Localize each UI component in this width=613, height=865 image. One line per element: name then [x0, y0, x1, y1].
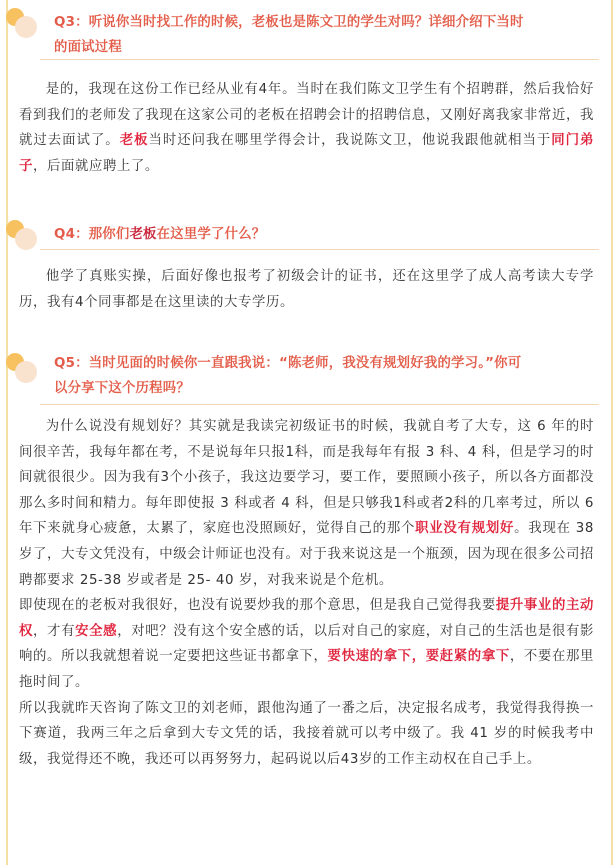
- answer-5-paragraph-2: 即使现在的老板对我很好，也没有说要炒我的那个意思，但是我自己觉得我要提升事业的主动权，才有安全感，对吧？没有这个安全感的话，以后对自己的家庭，对自己的生活也是很有影响的。所以我就想着说一定要把这些证书都拿下，要快速的拿下，要赶紧的拿下，不要在那里拖时间了。: [19, 598, 594, 690]
- answer-3: [19, 77, 594, 179]
- question-5-line-2: 以分享下这个历程吗？: [54, 381, 190, 396]
- answer-3-paragraph: 是的，我现在这份工作已经从业有4年。当时在我们陈文卫学生有个招聘群，然后我恰好看到我们的老师发了我现在这家公司的老板在招聘会计的招聘信息，又刚好离我家非常近，我就过去面试了。老板当时还问我在哪里学得会计，我说陈文卫，他说我跟他就相当于同门弟子，后面就应聘上了。: [19, 82, 595, 174]
- highlight-fellow-disciple: 同门弟子: [19, 133, 595, 174]
- question-3-line-1: Q3：听说你当时找工作的时候，老板也是陈文卫的学生对吗？详细介绍下当时: [54, 15, 524, 30]
- question-3-line-2: 的面试过程: [54, 40, 122, 55]
- highlight-career-plan: 职业没有规划好: [415, 521, 515, 537]
- answer-4-paragraph: 他学了真账实操，后面好像也报考了初级会计的证书，还在这里学了成人高考读大专学历，我有4个同事都是在这里读的大专学历。: [19, 269, 594, 310]
- answer-5-paragraph-1: 为什么说没有规划好？其实就是我读完初级证书的时候，我就自考了大专，这 6 年的时间很辛苦，我每年都在考，不是说每年只报1科，而是我每年有报 3 科、4 科，但是学习的时间就很很少。因为我有3个小孩子，我这边要学习，要工作，要照顾小孩子，所以各方面都没那么多时间和精力。每年即使报 3 科或者 4 科，但是只够我1科或者2科的几率考过，所以 6 年下来就身心疲惫，太累了，家庭也没照顾好，觉得自己的那个职业没有规划好。我现在 38 岁了，大专文凭没有，中级会计师证也没有。对于我来说这是一个瓶颈，因为现在很多公司招聘都要求 25-38 岁或者是 25- 40 岁，对我来说是个危机。: [19, 419, 594, 588]
- highlight-career-initiative: 提升事业的主动权: [19, 598, 594, 639]
- question-5-text: [54, 351, 583, 401]
- highlight-get-quickly: 要快速的拿下，要赶紧的拿下: [327, 649, 510, 665]
- answer-5: [19, 414, 594, 772]
- answer-4: [19, 264, 594, 315]
- question-3-text: [54, 10, 583, 60]
- question-5-line-1: Q5：当时见面的时候你一直跟我说：“陈老师，我没有规划好我的学习。”你可: [54, 356, 522, 371]
- question-underline: [40, 249, 599, 250]
- left-border: [6, 0, 8, 865]
- question-4-text: Q4：那你们老板在这里学了什么？: [54, 227, 266, 242]
- bubble-decoration-icon: [0, 345, 40, 385]
- question-underline: [40, 404, 599, 405]
- highlight-security: 安全感: [75, 623, 118, 639]
- bubble-decoration-icon: [0, 212, 40, 252]
- highlight-boss: 老板: [119, 133, 149, 149]
- answer-5-paragraph-3: 所以我就昨天咨询了陈文卫的刘老师，跟他沟通了一番之后，决定报名成考，我觉得我得换一下赛道，我两三年之后拿到大专文凭的话，我接着就可以考中级了。我 41 岁的时候我考中级，我觉得还不晚，我还可以再努努力，起码说以后43岁的工作主动权在自己手上。: [19, 700, 594, 767]
- bubble-decoration-icon: [0, 0, 40, 40]
